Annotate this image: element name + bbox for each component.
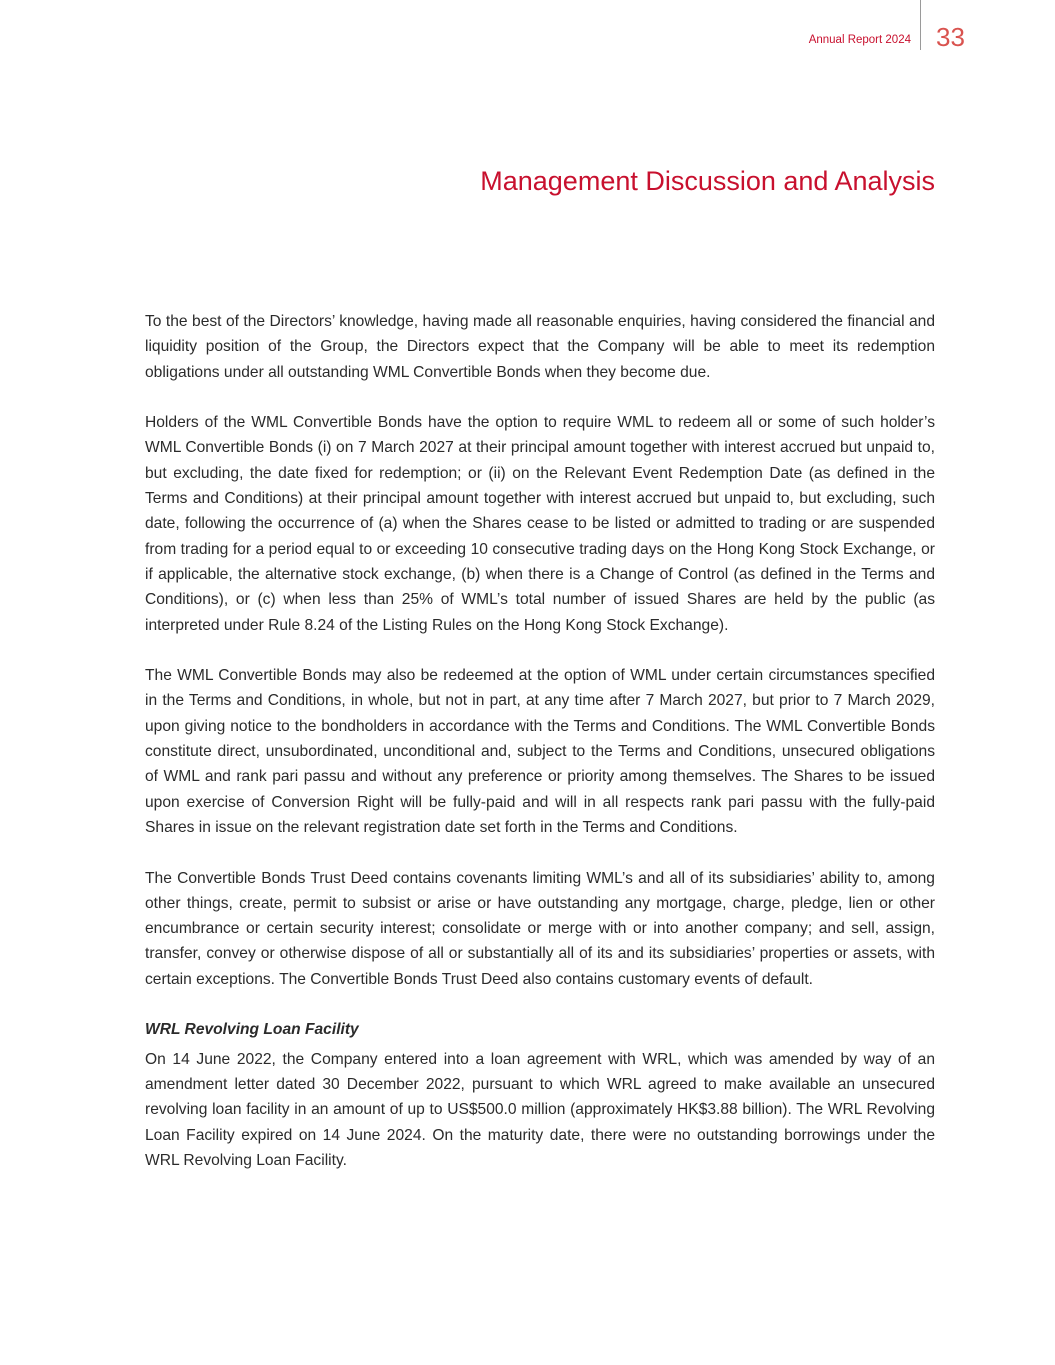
paragraph: To the best of the Directors’ knowledge, having made all reasonable enquiries, having considered the financial and liquidity position of the Group, the Directors expect that the Company will be able to meet its redemption obligations under all outstanding WML Convertible Bonds when they become due. bbox=[145, 313, 935, 381]
page-title: Management Discussion and Analysis bbox=[480, 166, 935, 196]
report-label: Annual Report 2024 bbox=[808, 34, 911, 46]
body-content bbox=[145, 309, 935, 1198]
paragraph: The WML Convertible Bonds may also be redeemed at the option of WML under certain circumstances specified in the Terms and Conditions, in whole, but not in part, at any time after 7 March 2027, but prior to 7 March 2029, upon giving notice to the bondholders in accordance with the Terms and Conditions. The WML Convertible Bonds constitute direct, unsubordinated, unconditional and, subject to the Terms and Conditions, unsecured obligations of WML and rank pari passu and without any preference or priority among themselves. The Shares to be issued upon exercise of Conversion Right will be fully-paid and will in all respects rank pari passu with the fully-paid Shares in issue on the relevant registration date set forth in the Terms and Conditions. bbox=[145, 667, 935, 836]
page-number: 33 bbox=[936, 22, 965, 52]
paragraph: The Convertible Bonds Trust Deed contains covenants limiting WML’s and all of its subsidiaries’ ability to, among other things, create, permit to subsist or arise or have outstanding any mortgage, charge, pledge, lien or other encumbrance or certain security interest; consolidate or merge with or into another company; and sell, assign, transfer, convey or otherwise dispose of all or substantially all of its and its subsidiaries’ properties or assets, with certain exceptions. The Convertible Bonds Trust Deed also contains customary events of default. bbox=[145, 869, 935, 988]
paragraph: Holders of the WML Convertible Bonds have the option to require WML to redeem all or some of such holder’s WML Convertible Bonds (i) on 7 March 2027 at their principal amount together with interest accrued but unpaid to, but excluding, the date fixed for redemption; or (ii) on the Relevant Event Redemption Date (as defined in the Terms and Conditions) at their principal amount together with interest accrued but unpaid to, but excluding, such date, following the occurrence of (a) when the Shares cease to be listed or admitted to trading or are suspended from trading for a period equal to or exceeding 10 consecutive trading days on the Hong Kong Stock Exchange, or if applicable, the alternative stock exchange, (b) when there is a Change of Control (as defined in the Terms and Conditions), or (c) when less than 25% of WML’s total number of issued Shares are held by the public (as interpreted under Rule 8.24 of the Listing Rules on the Hong Kong Stock Exchange). bbox=[145, 414, 935, 634]
paragraph: On 14 June 2022, the Company entered into a loan agreement with WRL, which was amended by way of an amendment letter dated 30 December 2022, pursuant to which WRL agreed to make available an unsecured revolving loan facility in an amount of up to US$500.0 million (approximately HK$3.88 billion). The WRL Revolving Loan Facility expired on 14 June 2024. On the maturity date, there were no outstanding borrowings under the WRL Revolving Loan Facility. bbox=[145, 1050, 935, 1169]
section-heading: WRL Revolving Loan Facility bbox=[145, 1021, 359, 1039]
header-divider bbox=[920, 0, 921, 50]
